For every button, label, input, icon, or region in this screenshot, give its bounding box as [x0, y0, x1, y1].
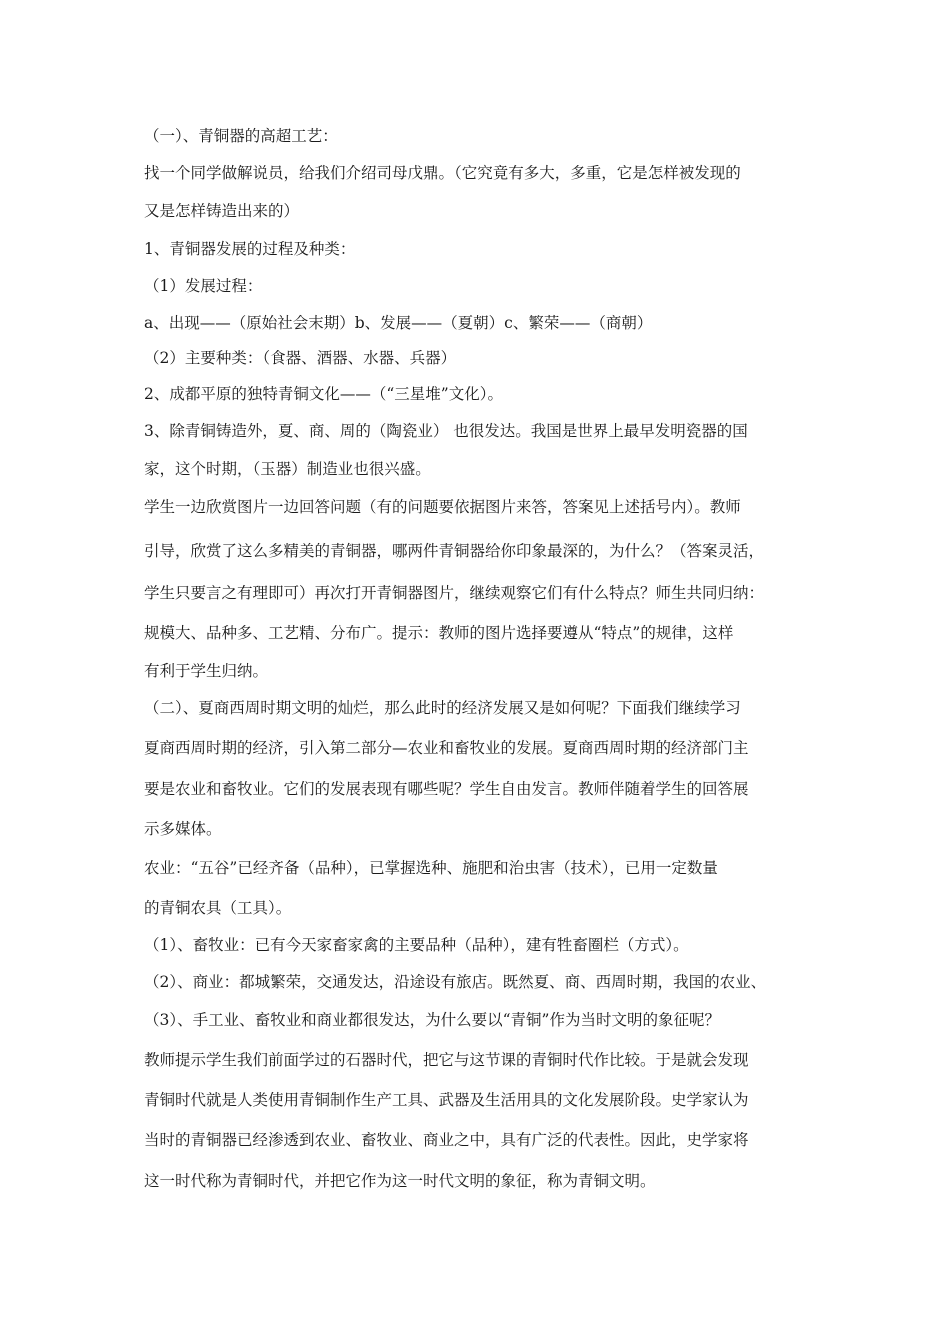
paragraph-line: 夏商西周时期的经济，引入第二部分—农业和畜牧业的发展。夏商西周时期的经济部门主 [144, 739, 749, 757]
paragraph-line: 学生一边欣赏图片一边回答问题（有的问题要依据图片来答，答案见上述括号内）。教师 [144, 498, 741, 516]
paragraph-line: 当时的青铜器已经渗透到农业、畜牧业、商业之中，具有广泛的代表性。因此，史学家将 [144, 1131, 749, 1149]
paragraph-line: 示多媒体。 [144, 820, 222, 838]
sub-heading: （2）主要种类：（食器、酒器、水器、兵器） [144, 349, 457, 367]
paragraph-line: 又是怎样铸造出来的） [144, 202, 300, 220]
section-heading-economy: （二）、夏商西周时期文明的灿烂，那么此时的经济发展又是如何呢？下面我们继续学习 [144, 699, 741, 717]
list-heading: 1、青铜器发展的过程及种类： [144, 240, 356, 258]
paragraph-line: 青铜时代就是人类使用青铜制作生产工具、武器及生活用具的文化发展阶段。史学家认为 [144, 1091, 749, 1109]
paragraph-line: （3）、手工业、畜牧业和商业都很发达，为什么要以“青铜”作为当时文明的象征呢？ [144, 1011, 720, 1029]
paragraph-line: 规模大、品种多、工艺精、分布广。提示：教师的图片选择要遵从“特点”的规律，这样 [144, 624, 734, 642]
section-heading-bronze-craft: （一）、青铜器的高超工艺： [144, 127, 338, 145]
paragraph-line: （2）、商业：都城繁荣，交通发达，沿途设有旅店。既然夏、商、西周时期，我国的农业、 [144, 973, 767, 991]
paragraph-line: 找一个同学做解说员，给我们介绍司母戊鼎。（它究竟有多大，多重，它是怎样被发现的 [144, 164, 741, 182]
paragraph-line: 家，这个时期，（玉器）制造业也很兴盛。 [144, 460, 431, 478]
paragraph-line: 要是农业和畜牧业。它们的发展表现有哪些呢？学生自由发言。教师伴随着学生的回答展 [144, 780, 749, 798]
paragraph-line: a、出现——（原始社会末期）b、发展——（夏朝）c、繁荣——（商朝） [144, 314, 653, 332]
paragraph-line: 农业：“五谷”已经齐备（品种），已掌握选种、施肥和治虫害（技术），已用一定数量 [144, 859, 718, 877]
sub-heading: （1）发展过程： [144, 277, 263, 295]
list-heading: 2、成都平原的独特青铜文化——（“三星堆”文化）。 [144, 385, 503, 403]
list-heading: 3、除青铜铸造外，夏、商、周的（陶瓷业） 也很发达。我国是世界上最早发明瓷器的国 [144, 422, 748, 440]
paragraph-line: 有利于学生归纳。 [144, 662, 269, 680]
paragraph-line: 教师提示学生我们前面学过的石器时代，把它与这节课的青铜时代作比较。于是就会发现 [144, 1051, 749, 1069]
paragraph-line: 学生只要言之有理即可）再次打开青铜器图片，继续观察它们有什么特点？师生共同归纳： [144, 584, 765, 602]
paragraph-line: 引导，欣赏了这么多精美的青铜器，哪两件青铜器给你印象最深的，为什么？（答案灵活， [144, 542, 765, 560]
paragraph-line: 这一时代称为青铜时代，并把它作为这一时代文明的象征，称为青铜文明。 [144, 1172, 656, 1190]
paragraph-line: 的青铜农具（工具）。 [144, 899, 292, 917]
paragraph-line: （1）、畜牧业：已有今天家畜家禽的主要品种（品种），建有牲畜圈栏（方式）。 [144, 936, 689, 954]
